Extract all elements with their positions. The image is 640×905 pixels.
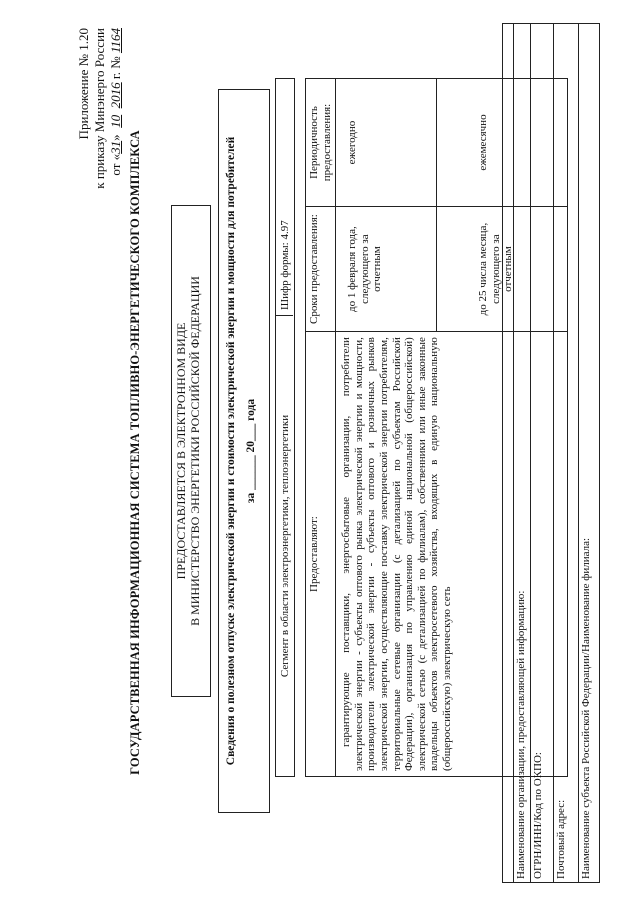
appendix-block [76,28,124,189]
appendix-line-3: от «31» 10 2016 г. № 1164 [108,28,123,176]
deadline-annual: до 1 февраля года, следующего за отчетным [336,207,437,332]
order-day: 31 [108,140,123,154]
submission-line-2: В МИНИСТЕРСТВО ЭНЕРГЕТИКИ РОССИЙСКОЙ ФЕДЕРАЦИИ [188,276,202,626]
order-month: 10 [108,114,123,128]
period-annual: ежегодно [336,79,437,207]
header-submitters: Предоставляют: [306,332,336,777]
appendix-line-1: Приложение № 1.20 [76,28,91,140]
segment-label: Сегмент в области электроэнергетики, теплоэнергетики [279,414,291,678]
report-title-box [218,89,270,813]
submitters-text: гарантирующие поставщики, энергосбытовые организации, потребители электрической энергии - субъекты оптового рынка электрической энергии и мощности, производители электрической энергии - субъекты оптового и розничных рынков электрической энергии, осуществляющие поставку электрической энергии потребителям, территориальные сетевые организации (с детализацией по субъектам Российской Федерации), организация по управлению единой национальной (общероссийской) электрической сетью (с детализацией по филиалам), собственники или иные законные владельцы объектов электросетевого хозяйства, входящих в единую национальную (общероссийскую) электрическую сеть [336,332,568,777]
segment-divider [275,315,293,316]
form-code: Шифр формы: 4.97 [279,220,291,310]
organization-info-block [502,23,600,883]
header-deadlines: Сроки предоставления: [306,207,336,332]
deadline-monthly: до 25 числа месяца, следующего за отчетным [437,207,568,332]
report-period: за ______ 20___ года [244,398,257,504]
info-organization: Наименование организации, предоставляющей информацию: [513,24,528,882]
system-title: ГОСУДАРСТВЕННАЯ ИНФОРМАЦИОННАЯ СИСТЕМА ТОПЛИВНО-ЭНЕРГЕТИЧЕСКОГО КОМПЛЕКСА [128,130,142,775]
info-spacer [503,24,513,882]
order-number: 1164 [108,28,123,54]
order-year: 2016 [108,82,123,109]
appendix-line-2: к приказу Минэнерго России [92,28,107,189]
info-ogrn: ОГРН/ИНН/Код по ОКПО: [530,24,545,882]
report-title: Сведения о полезном отпуске электрической энергии и стоимости электрической энергии и мощности для потребителей [225,136,237,766]
info-region: Наименование субъекта Российской Федерации/Наименование филиала: [578,24,593,882]
header-periodicity: Периодичность предоставления: [306,79,336,207]
segment-row [275,78,295,777]
info-address: Почтовый адрес: [553,24,568,882]
submission-line-1: ПРЕДОСТАВЛЯЕТСЯ В ЭЛЕКТРОННОМ ВИДЕ [174,322,188,580]
submission-box [171,205,211,697]
table-header-row [306,79,336,777]
period-monthly: ежемесячно [437,79,568,207]
table-row [336,79,437,777]
